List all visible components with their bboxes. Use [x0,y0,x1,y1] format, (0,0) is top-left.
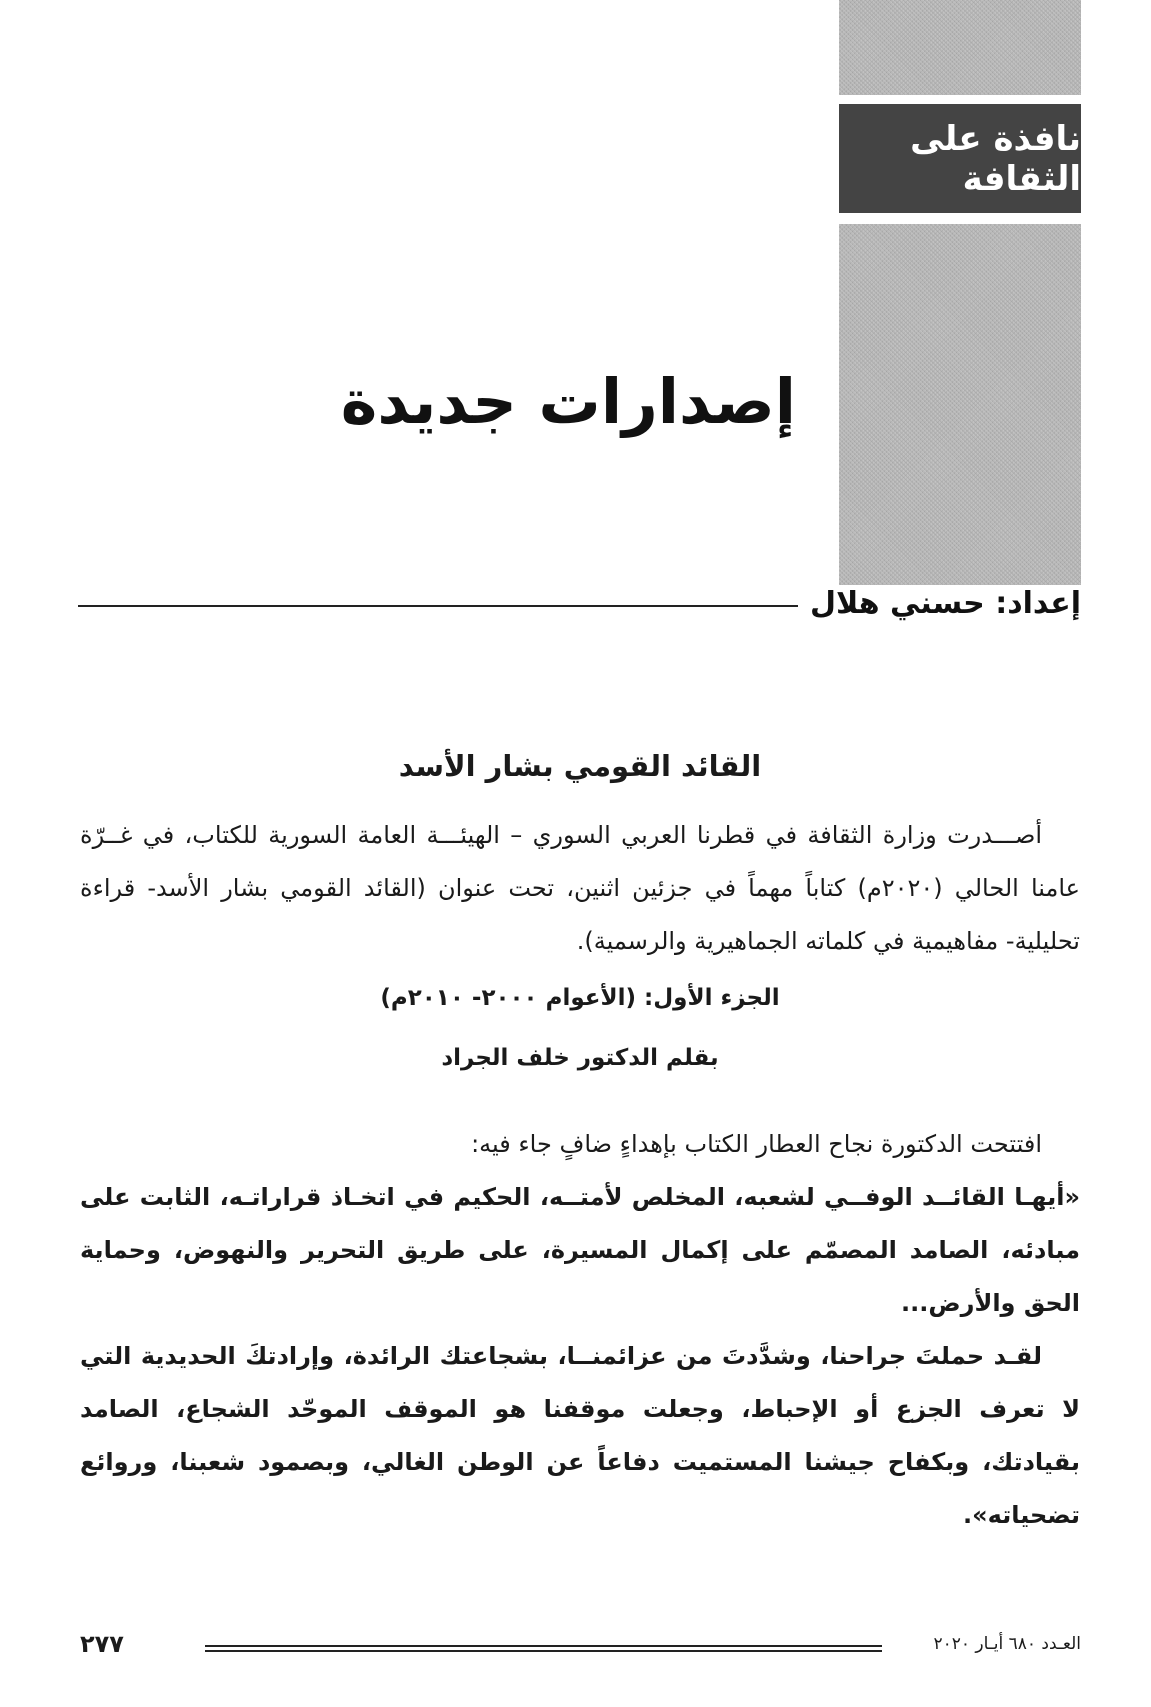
intro-paragraph: أصـــدرت وزارة الثقافة في قطرنا العربي السوري – الهيئـــة العامة السورية للكتاب، في غــرّة عامنا الحالي (٢٠٢٠م) كتاباً مهماً في جزئين اثنين، تحت عنوان (القائد القومي بشار الأسد- قراءة تحليلية- مفاهيمية في كلماته الجماهيرية والرسمية). [80,821,1081,955]
author-row [78,578,1081,628]
decorative-gray-block-top [839,0,1081,95]
section-tab: نافذة على الثقافة [839,104,1081,213]
dedication-quote-2: لقـد حملتَ جراحنا، وشدَّدتَ من عزائمنــا، بشجاعتك الرائدة، وإرادتكَ الحديدية التي لا تعرف الجزع أو الإحباط، وجعلت موقفنا هو الموقف الموحّد الشجاع، الصامد بقيادتك، وبكفاح جيشنا المستميت دفاعاً عن الوطن الغالي، وبصمود شعبنا، وروائع تضحياته». [80,1342,1080,1529]
footer-double-rule [205,1645,882,1652]
dedication-intro: افتتحت الدكتورة نجاح العطار الكتاب بإهداءٍ ضافٍ جاء فيه: [471,1130,1042,1158]
author-divider [78,605,798,607]
page-footer [80,1632,1081,1662]
author-credit-line: بقلم الدكتور خلف الجراد [441,1045,719,1071]
page-number: ٢٧٧ [80,1630,124,1658]
article-body [80,740,1080,1542]
article-heading: القائد القومي بشار الأسد [398,749,762,783]
decorative-gray-block-bottom [839,224,1081,585]
issue-info: العـدد ٦٨٠ أيـار ٢٠٢٠ [933,1634,1081,1654]
dedication-quote-1: «أيهـا القائــد الوفــي لشعبه، المخلص لأمتــه، الحكيم في اتخـاذ قراراتـه، الثابت على مبادئه، الصامد المصمّم على إكمال المسيرة، على طريق التحرير والنهوض، وحماية الحق والأرض... [80,1183,1080,1317]
part-one-line: الجزء الأول: (الأعوام ٢٠٠٠- ٢٠١٠م) [380,985,780,1011]
author-label: إعداد: حسني هلال [809,585,1081,621]
page-title: إصدارات جديدة [340,365,796,438]
